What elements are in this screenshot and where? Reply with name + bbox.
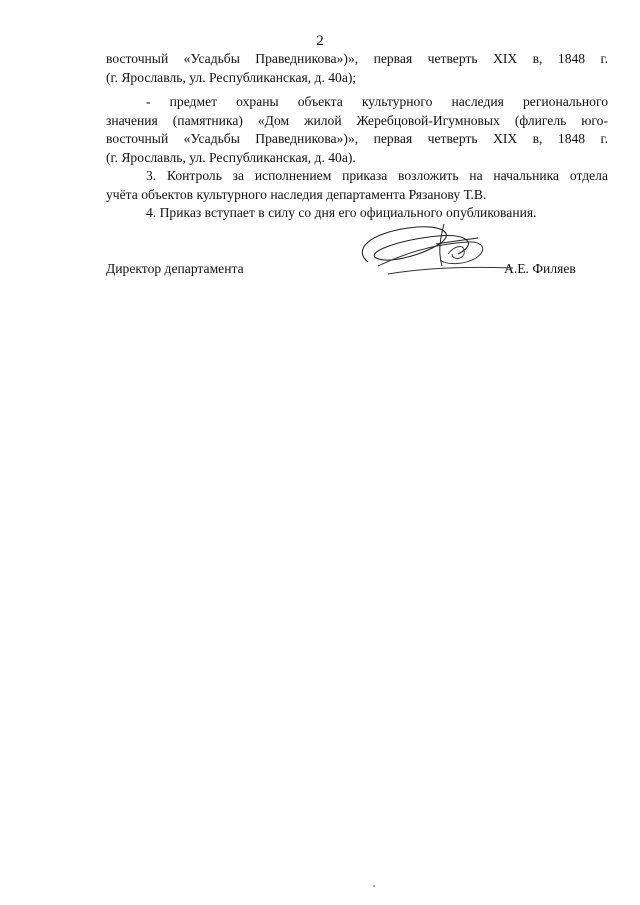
signatory-position: Директор департамента [106,261,244,276]
paragraph-3-line-1: 3. Контроль за исполнением приказа возложить на начальника отдела [146,168,608,183]
paragraph-2-line-1: - предмет охраны объекта культурного наследия регионального [146,94,608,109]
handwritten-signature [348,214,518,284]
paragraph-3-line-2: учёта объектов культурного наследия департамента Рязанову Т.В. [106,186,487,202]
document-body [106,50,608,223]
signatory-name: А.Е. Филяев [504,261,576,276]
paragraph-2-line-4: (г. Ярославль, ул. Республиканская, д. 40а). [106,149,356,165]
paragraph-4-line-1: 4. Приказ вступает в силу со дня его официального опубликования. [146,205,537,220]
scan-speck [373,885,375,887]
page-number: 2 [316,33,324,49]
paragraph-2-line-3: восточный «Усадьбы Праведникова»)», первая четверть XIX в, 1848 г. [106,131,608,146]
paragraph-1-line-2: (г. Ярославль, ул. Республиканская, д. 40а); [106,69,357,85]
paragraph-2-line-2: значения (памятника) «Дом жилой Жеребцовой-Игумновых (флигель юго- [106,112,608,128]
paragraph-1-line-1: восточный «Усадьбы Праведникова»)», первая четверть XIX в, 1848 г. [106,51,608,66]
